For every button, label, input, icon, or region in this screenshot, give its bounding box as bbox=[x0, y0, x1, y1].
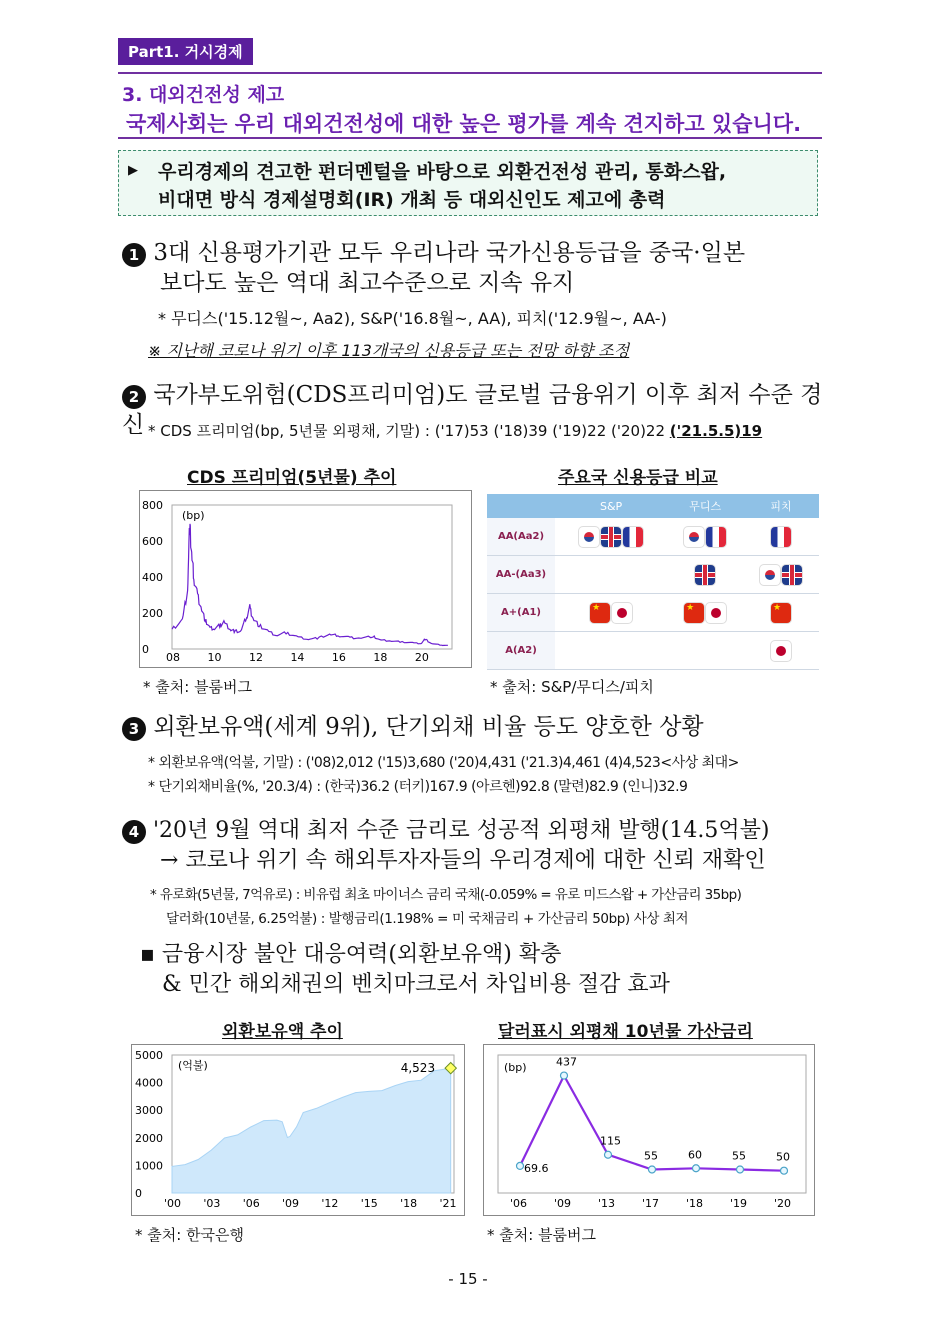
japan-flag-icon bbox=[771, 641, 791, 661]
cds-y-tick-label: 400 bbox=[142, 571, 163, 584]
china-flag-icon bbox=[684, 603, 704, 623]
cds-chart-caption: CDS 프리미엄(5년물) 추이 bbox=[187, 468, 397, 488]
ratings-row-label: A(A2) bbox=[487, 632, 555, 670]
ratings-row-label: AA-(Aa3) bbox=[487, 556, 555, 594]
ratings-table-body bbox=[487, 518, 819, 670]
summary-line-2: 비대면 방식 경제설명회(IR) 개최 등 대외신인도 제고에 총력 bbox=[158, 189, 666, 211]
reserves-chart-source: * 출처: 한국은행 bbox=[135, 1226, 245, 1244]
ratings-cell-moodys bbox=[667, 632, 743, 670]
item-3-note-2: * 단기외채비율(%, '20.3/4) : (한국)36.2 (터키)167.9 (아르헨)92.8 (말련)82.9 (인니)32.9 bbox=[148, 779, 688, 795]
item-2-note-latest: ('21.5.5)19 bbox=[669, 422, 763, 440]
ratings-cell-moodys bbox=[667, 594, 743, 632]
reserves-y-tick-label: 0 bbox=[135, 1187, 142, 1200]
uk-flag-icon bbox=[695, 565, 715, 585]
item-3 bbox=[122, 712, 832, 742]
ratings-header-sp: S&P bbox=[555, 494, 667, 518]
spread-value-label: 437 bbox=[556, 1055, 577, 1069]
ratings-table-header bbox=[487, 494, 819, 518]
item-1-note-1: * 무디스('15.12월~, Aa2), S&P('16.8월~, AA), 피치('12.9월~, AA-) bbox=[158, 309, 667, 328]
item-4-sub-1: ▪ 금융시장 불안 대응여력(외환보유액) 확충 bbox=[140, 942, 562, 967]
cds-x-tick-label: 10 bbox=[207, 651, 222, 664]
ratings-row bbox=[487, 556, 819, 594]
cds-y-tick-label: 0 bbox=[142, 643, 149, 656]
spread-value-label: 50 bbox=[776, 1150, 790, 1164]
reserves-x-tick-label: '03 bbox=[203, 1197, 221, 1210]
ratings-table-wrap bbox=[487, 494, 819, 670]
reserves-chart bbox=[131, 1044, 465, 1216]
spread-chart-svg bbox=[484, 1045, 814, 1215]
header-divider bbox=[118, 72, 822, 74]
reserves-y-tick-label: 5000 bbox=[135, 1049, 163, 1062]
reserves-y-tick-label: 1000 bbox=[135, 1159, 163, 1173]
spread-point bbox=[693, 1165, 700, 1172]
japan-flag-icon bbox=[612, 603, 632, 623]
item-4-note-1: * 유로화(5년물, 7억유로) : 비유럽 최초 마이너스 금리 국채(-0.059% = 유로 미드스왑 + 가산금리 35bp) bbox=[150, 887, 742, 903]
reserves-y-unit-label: (억불) bbox=[178, 1059, 208, 1072]
item-1-note-2: ※ 지난해 코로나 위기 이후 113개국의 신용등급 또는 전망 하향 조정 bbox=[148, 341, 630, 360]
cds-y-tick-label: 800 bbox=[142, 499, 163, 512]
subtitle-divider bbox=[118, 137, 822, 139]
item-4-note-2: 달러화(10년물, 6.25억불) : 발행금리(1.198% = 미 국채금리 + 가산금리 50bp) 사상 최저 bbox=[166, 911, 689, 927]
ratings-cell-moodys bbox=[667, 556, 743, 594]
cds-y-unit-label: (bp) bbox=[182, 509, 205, 522]
france-flag-icon bbox=[623, 527, 643, 547]
spread-chart bbox=[483, 1044, 815, 1216]
item-1-line-1: 3대 신용평가기관 모두 우리나라 국가신용등급을 중국·일본 bbox=[153, 240, 746, 266]
item-4 bbox=[122, 816, 832, 876]
ratings-header-blank bbox=[487, 494, 555, 518]
spread-point bbox=[605, 1151, 612, 1158]
ratings-cell-fitch bbox=[743, 518, 819, 556]
japan-flag-icon bbox=[706, 603, 726, 623]
cds-chart-svg bbox=[140, 491, 471, 667]
france-flag-icon bbox=[706, 527, 726, 547]
ratings-table-source: * 출처: S&P/무디스/피치 bbox=[490, 678, 654, 696]
spread-chart-caption: 달러표시 외평채 10년물 가산금리 bbox=[498, 1022, 753, 1042]
item-3-number: 3 bbox=[122, 717, 146, 741]
cds-x-tick-label: 18 bbox=[373, 651, 388, 664]
item-4-line-2: → 코로나 위기 속 해외투자자들의 우리경제에 대한 신뢰 재확인 bbox=[160, 848, 766, 873]
ratings-row-label: A+(A1) bbox=[487, 594, 555, 632]
ratings-row bbox=[487, 594, 819, 632]
part-label: Part1. 거시경제 bbox=[118, 38, 253, 65]
cds-plot-area bbox=[172, 505, 452, 649]
france-flag-icon bbox=[771, 527, 791, 547]
reserves-x-tick-label: '12 bbox=[321, 1197, 339, 1210]
section-subtitle: 국제사회는 우리 대외건전성에 대한 높은 평가를 계속 견지하고 있습니다. bbox=[126, 112, 802, 136]
cds-y-tick-label: 200 bbox=[142, 607, 163, 620]
spread-value-label: 55 bbox=[644, 1149, 658, 1163]
reserves-x-tick-label: '21 bbox=[439, 1197, 457, 1210]
reserves-x-tick-label: '15 bbox=[360, 1197, 378, 1210]
reserves-x-tick-label: '00 bbox=[164, 1197, 182, 1210]
ratings-cell-fitch bbox=[743, 594, 819, 632]
reserves-latest-label: 4,523 bbox=[400, 1061, 436, 1076]
ratings-cell-sp bbox=[555, 632, 667, 670]
ratings-row bbox=[487, 518, 819, 556]
reserves-y-tick-label: 4000 bbox=[135, 1076, 163, 1090]
ratings-header-fitch: 피치 bbox=[743, 494, 819, 518]
cds-x-tick-label: 12 bbox=[248, 651, 263, 664]
spread-point bbox=[649, 1166, 656, 1173]
uk-flag-icon bbox=[782, 565, 802, 585]
cds-x-tick-label: 14 bbox=[290, 651, 305, 664]
bullet-arrow-icon: ▶ bbox=[128, 163, 138, 178]
ratings-cell-fitch bbox=[743, 556, 819, 594]
item-4-sub-2: & 민간 해외채권의 벤치마크로서 차입비용 절감 효과 bbox=[162, 972, 670, 997]
reserves-x-tick-label: '06 bbox=[242, 1197, 260, 1210]
ratings-cell-sp bbox=[555, 594, 667, 632]
item-2-number: 2 bbox=[122, 385, 146, 409]
item-2-line-1: 국가부도위험(CDS프리미엄)도 글로벌 금융위기 이후 최저 수준 경신 bbox=[122, 382, 823, 438]
ratings-cell-fitch bbox=[743, 632, 819, 670]
ratings-table-caption: 주요국 신용등급 비교 bbox=[558, 468, 718, 488]
cds-chart-source: * 출처: 블룸버그 bbox=[143, 678, 253, 696]
spread-y-unit-label: (bp) bbox=[504, 1061, 527, 1074]
item-3-line-1: 외환보유액(세계 9위), 단기외채 비율 등도 양호한 상황 bbox=[153, 714, 704, 740]
reserves-x-tick-label: '18 bbox=[400, 1197, 418, 1210]
item-1 bbox=[122, 238, 832, 298]
summary-line-1: 우리경제의 견고한 펀더멘털을 바탕으로 외환건전성 관리, 통화스왑, bbox=[158, 161, 727, 183]
spread-value-label: 55 bbox=[732, 1149, 746, 1163]
spread-value-label: 115 bbox=[600, 1134, 621, 1148]
summary-text bbox=[158, 158, 808, 214]
cds-y-tick-label: 600 bbox=[142, 535, 163, 548]
item-2-note-text: * CDS 프리미엄(bp, 5년물 외평채, 기말) : ('17)53 ('18)39 ('19)22 ('20)22 bbox=[148, 422, 666, 440]
cds-chart bbox=[139, 490, 472, 668]
korea-flag-icon bbox=[579, 527, 599, 547]
china-flag-icon bbox=[771, 603, 791, 623]
spread-x-tick-label: '06 bbox=[510, 1197, 528, 1210]
ratings-row-label: AA(Aa2) bbox=[487, 518, 555, 556]
item-1-line-2: 보다도 높은 역대 최고수준으로 지속 유지 bbox=[160, 270, 575, 296]
korea-flag-icon bbox=[684, 527, 704, 547]
spread-value-label: 69.6 bbox=[524, 1161, 549, 1175]
cds-x-tick-label: 08 bbox=[166, 651, 180, 664]
spread-point bbox=[737, 1166, 744, 1173]
spread-value-label: 60 bbox=[688, 1148, 702, 1162]
spread-point bbox=[561, 1072, 568, 1079]
reserves-y-tick-label: 2000 bbox=[135, 1131, 163, 1145]
section-title: 3. 대외건전성 제고 bbox=[122, 84, 285, 106]
spread-x-tick-label: '19 bbox=[730, 1197, 748, 1210]
korea-flag-icon bbox=[760, 565, 780, 585]
page-number: - 15 - bbox=[448, 1270, 488, 1288]
ratings-header-moodys: 무디스 bbox=[667, 494, 743, 518]
china-flag-icon bbox=[590, 603, 610, 623]
reserves-y-tick-label: 3000 bbox=[135, 1104, 163, 1118]
ratings-cell-moodys bbox=[667, 518, 743, 556]
spread-x-tick-label: '09 bbox=[554, 1197, 572, 1210]
cds-x-tick-label: 16 bbox=[331, 651, 346, 664]
reserves-chart-svg bbox=[132, 1045, 464, 1215]
ratings-cell-sp bbox=[555, 518, 667, 556]
spread-x-tick-label: '17 bbox=[642, 1197, 660, 1210]
item-4-line-1: '20년 9월 역대 최저 수준 금리로 성공적 외평채 발행(14.5억불) bbox=[153, 818, 770, 843]
item-1-number: 1 bbox=[122, 243, 146, 267]
spread-x-tick-label: '18 bbox=[686, 1197, 704, 1210]
spread-point bbox=[781, 1167, 788, 1174]
reserves-chart-caption: 외환보유액 추이 bbox=[222, 1022, 343, 1042]
cds-x-tick-label: 20 bbox=[414, 651, 429, 664]
spread-point bbox=[517, 1162, 524, 1169]
reserves-x-tick-label: '09 bbox=[282, 1197, 300, 1210]
item-4-number: 4 bbox=[122, 820, 146, 844]
ratings-row bbox=[487, 632, 819, 670]
spread-x-tick-label: '13 bbox=[598, 1197, 616, 1210]
item-3-note-1: * 외환보유액(억불, 기말) : ('08)2,012 ('15)3,680 ('20)4,431 ('21.3)4,461 (4)4,523<사상 최대> bbox=[148, 755, 739, 771]
item-2-note bbox=[148, 420, 762, 442]
ratings-cell-sp bbox=[555, 556, 667, 594]
spread-chart-source: * 출처: 블룸버그 bbox=[487, 1226, 597, 1244]
ratings-table bbox=[487, 494, 819, 670]
uk-flag-icon bbox=[601, 527, 621, 547]
spread-x-tick-label: '20 bbox=[774, 1197, 792, 1210]
